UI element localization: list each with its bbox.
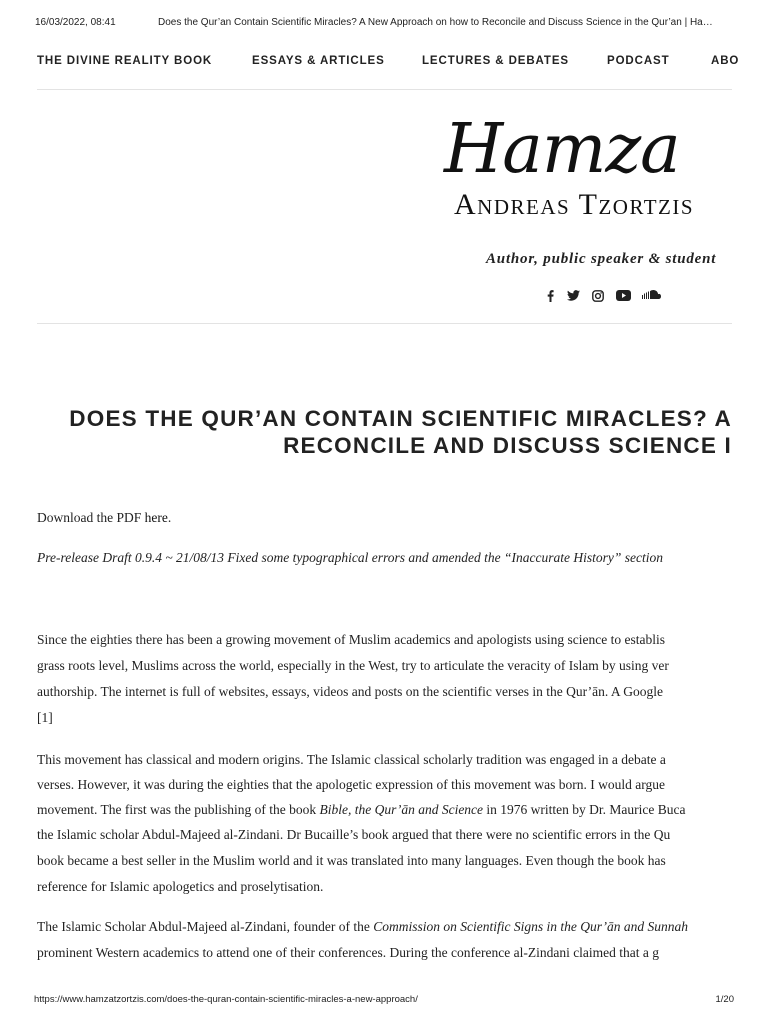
nav-item-about[interactable]: ABO [711, 55, 740, 67]
p3-line1-pre: The Islamic Scholar Abdul-Majeed al-Zindani, founder of the [37, 919, 374, 934]
site-tagline: Author, public speaker & student [486, 251, 717, 267]
paragraph-2-line-2: verses. However, it was during the eighties that the apologetic expression of this movement was born. I would argue [37, 777, 665, 792]
paragraph-2-line-6: reference for Islamic apologetics and proselytisation. [37, 879, 324, 894]
footnote-link-1[interactable]: [1] [37, 710, 53, 725]
print-page-number: 1/20 [715, 994, 734, 1005]
print-footer [34, 994, 734, 1006]
p2-line3-post: in 1976 written by Dr. Maurice Buca [483, 802, 686, 817]
book-title-bible-quran-science: Bible, the Qur’ān and Science [319, 802, 484, 817]
paragraph-3-line-1 [37, 919, 688, 935]
download-line [37, 510, 171, 526]
download-suffix: . [167, 510, 172, 525]
page-title-line-1: DOES THE QUR’AN CONTAIN SCIENTIFIC MIRACLES? A [69, 406, 732, 431]
paragraph-1-line-1: Since the eighties there has been a growing movement of Muslim academics and apologists using science to establis [37, 632, 665, 647]
nav-item-lectures-debates[interactable]: LECTURES & DEBATES [422, 55, 569, 67]
page-title-line-2: RECONCILE AND DISCUSS SCIENCE I [283, 433, 732, 458]
print-page-title: Does the Qur’an Contain Scientific Miracles? A New Approach on how to Reconcile and Discuss Science in the Qur’an | Ha… [158, 17, 713, 28]
download-prefix: Download the PDF [37, 510, 145, 525]
paragraph-3-line-2: prominent Western academics to attend one of their conferences. During the conference al-Zindani claimed that a g [37, 945, 660, 960]
nav-item-essays-articles[interactable]: ESSAYS & ARTICLES [252, 55, 385, 67]
paragraph-2-line-1: This movement has classical and modern origins. The Islamic classical scholarly tradition was engaged in a debate a [37, 752, 666, 767]
paragraph-2-line-4: the Islamic scholar Abdul-Majeed al-Zindani. Dr Bucaille’s book argued that there were no scientific errors in the Qu [37, 827, 671, 842]
commission-name: Commission on Scientific Signs in the Qur’ān and Sunnah [373, 919, 689, 934]
print-datetime: 16/03/2022, 08:41 [35, 17, 116, 28]
paragraph-1-line-3: authorship. The internet is full of websites, essays, videos and posts on the scientific verses in the Qur’ān. A Google [37, 684, 664, 699]
logo-script-text: Hamza [444, 110, 680, 189]
nav-item-podcast[interactable]: PODCAST [607, 55, 670, 67]
paragraph-2-line-3 [37, 802, 686, 818]
paragraph-2-line-5: book became a best seller in the Muslim world and it was translated into many languages. Even though the book has [37, 853, 666, 868]
logo-caps-text: Andreas Tzortzis [454, 188, 695, 221]
paragraph-1-line-2: grass roots level, Muslims across the world, especially in the West, try to articulate the veracity of Islam by using ver [37, 658, 669, 673]
print-footer-url: https://www.hamzatzortzis.com/does-the-quran-contain-scientific-miracles-a-new-approach/ [34, 994, 418, 1005]
article-body [37, 0, 732, 1024]
download-pdf-link[interactable]: here [144, 510, 168, 525]
p2-line3-pre: movement. The first was the publishing of the book [37, 802, 320, 817]
nav-item-divine-reality-book[interactable]: THE DIVINE REALITY BOOK [37, 55, 213, 67]
draft-note: Pre-release Draft 0.9.4 ~ 21/08/13 Fixed some typographical errors and amended the “Inaccurate History” section [37, 550, 663, 565]
